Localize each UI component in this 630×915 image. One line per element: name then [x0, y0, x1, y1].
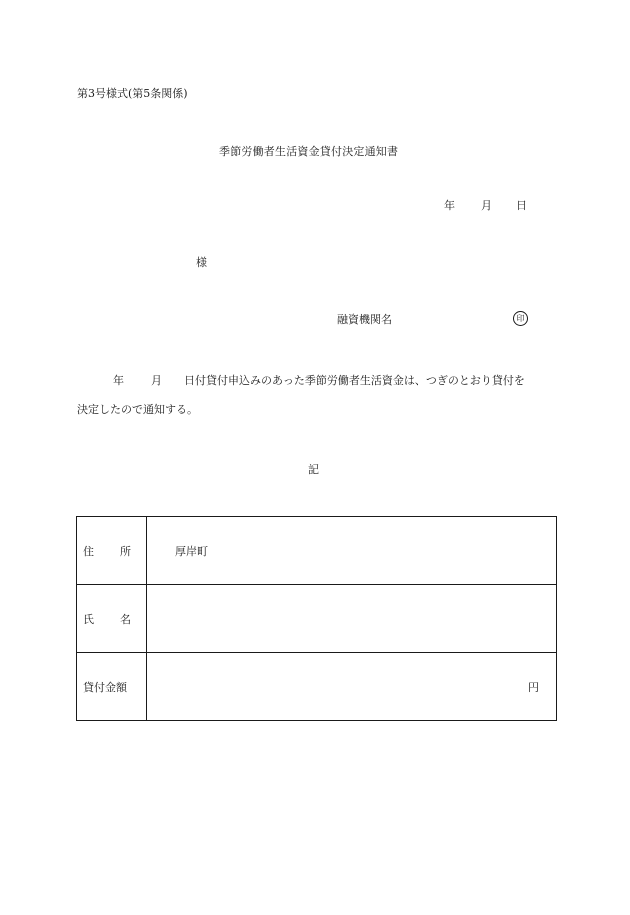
form-number: 第3号様式(第5条関係)	[77, 87, 188, 100]
name-label-left: 氏	[83, 612, 94, 626]
address-label-left: 住	[83, 544, 94, 558]
amount-unit: 円	[147, 653, 557, 721]
body-line-1	[113, 375, 525, 386]
name-label-cell	[77, 585, 147, 653]
address-row	[77, 517, 557, 585]
name-row	[77, 585, 557, 653]
address-label-cell	[77, 517, 147, 585]
recipient-honorific: 様	[196, 256, 207, 269]
address-label-right: 所	[120, 544, 131, 558]
name-value	[147, 585, 557, 653]
amount-row	[77, 653, 557, 721]
body-year-label: 年	[113, 374, 124, 387]
document-title: 季節労働者生活資金貸付決定通知書	[219, 145, 399, 158]
record-label: 記	[308, 463, 319, 476]
body-month-label: 月	[151, 374, 162, 387]
lender-name-label: 融資機関名	[337, 313, 392, 326]
amount-label: 貸付金額	[77, 653, 147, 721]
body-line-1-text: 日付貸付申込みのあった季節労働者生活資金は、つぎのとおり貸付を	[184, 374, 525, 387]
date-year-label: 年	[444, 199, 455, 212]
detail-table	[76, 516, 557, 721]
body-line-2: 決定したので通知する。	[77, 403, 198, 416]
address-value: 厚岸町	[147, 517, 557, 585]
date-month-label: 月	[481, 199, 492, 212]
seal-icon: 印	[513, 311, 528, 326]
name-label-right: 名	[120, 612, 131, 626]
date-day-label: 日	[516, 199, 527, 212]
